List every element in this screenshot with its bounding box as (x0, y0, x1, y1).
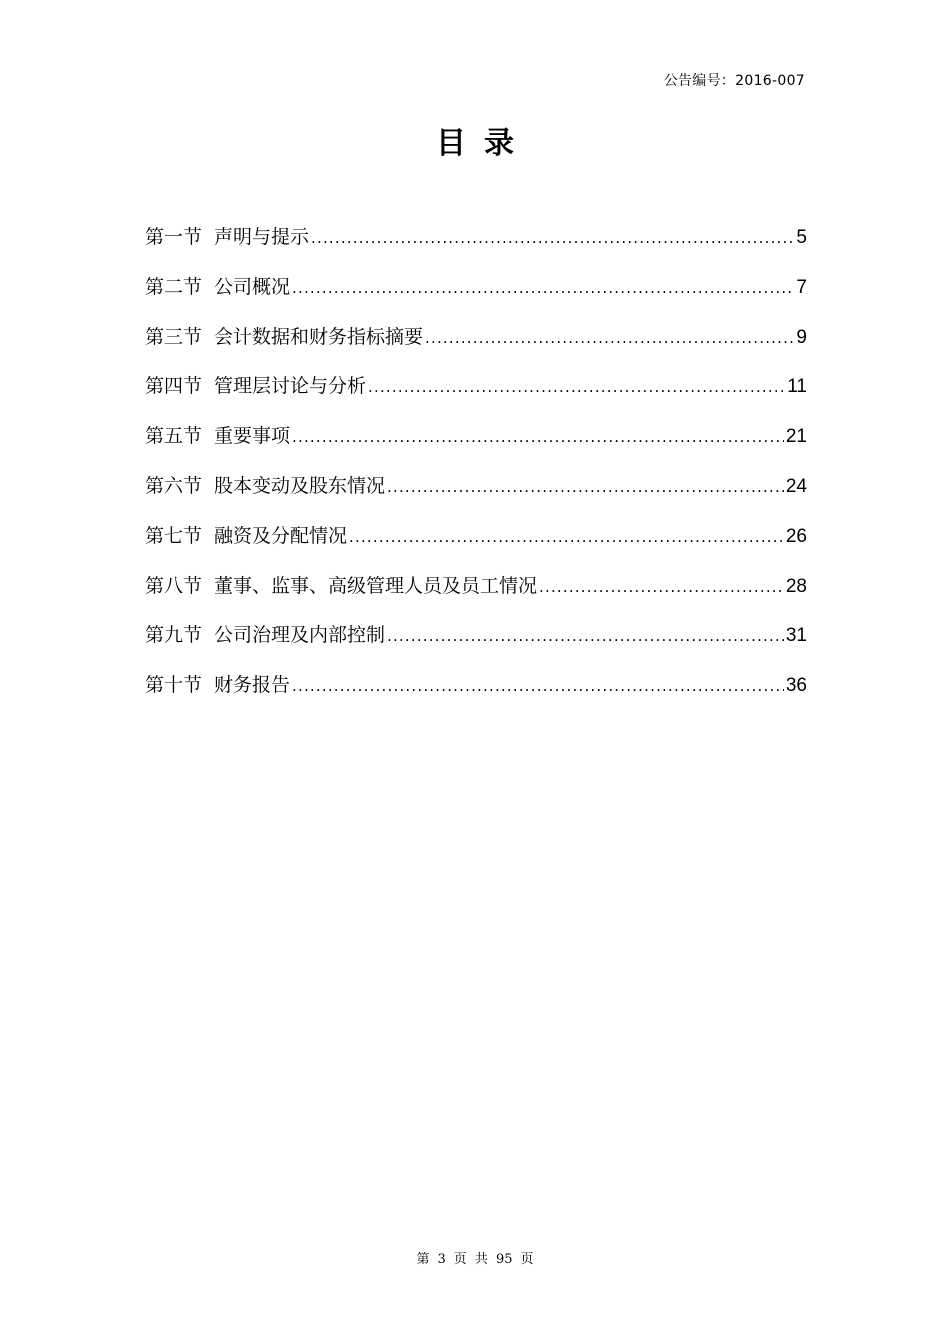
toc-section-number: 第十节 (145, 674, 203, 697)
toc-entry[interactable] (145, 521, 807, 571)
page-title: 目录 (436, 126, 532, 161)
toc-page-number: 7 (796, 276, 807, 298)
toc-page-number: 21 (785, 426, 807, 448)
toc-page-number: 36 (785, 675, 807, 697)
toc-entry[interactable] (145, 371, 807, 421)
toc-page-number: 11 (787, 376, 807, 398)
toc-leader-dots (425, 329, 794, 347)
toc-section-number: 第七节 (145, 524, 203, 547)
toc-section-number: 第六节 (145, 474, 203, 497)
toc-leader-dots (539, 578, 784, 596)
announcement-number: 公告编号：2016-007 (663, 73, 805, 89)
toc-page-number: 31 (785, 625, 807, 647)
toc-leader-dots (311, 229, 794, 247)
toc-leader-dots (292, 428, 784, 446)
toc-entry[interactable] (145, 272, 807, 322)
toc-section-number: 第九节 (145, 624, 203, 647)
toc-page-number: 24 (785, 475, 807, 497)
toc-section-title: 管理层讨论与分析 (214, 375, 367, 398)
toc-section-title: 股本变动及股东情况 (214, 474, 386, 497)
toc-section-title: 重要事项 (214, 425, 291, 448)
toc-section-number: 第五节 (145, 425, 203, 448)
toc-entry[interactable] (145, 620, 807, 670)
toc-entry[interactable] (145, 421, 807, 471)
toc-leader-dots (387, 478, 784, 496)
toc-entry[interactable] (145, 322, 807, 372)
toc-section-number: 第一节 (145, 226, 203, 248)
footer-current-page: 3 (437, 1252, 446, 1267)
toc-leader-dots (292, 279, 794, 297)
toc-section-title: 财务报告 (214, 674, 291, 697)
toc-section-title: 董事、监事、高级管理人员及员工情况 (214, 574, 538, 597)
toc-section-title: 公司概况 (214, 275, 291, 298)
footer-middle-text: 页 共 (453, 1252, 488, 1267)
toc-entry[interactable] (145, 670, 807, 720)
toc-section-title: 声明与提示 (214, 226, 310, 248)
toc-section-title: 融资及分配情况 (214, 524, 348, 547)
page-footer (0, 1248, 950, 1267)
toc-page-number: 26 (785, 525, 807, 547)
toc-entry[interactable] (145, 571, 807, 621)
toc-section-title: 会计数据和财务指标摘要 (214, 325, 424, 348)
table-of-contents (145, 222, 807, 720)
toc-entry[interactable] (145, 471, 807, 521)
toc-page-number: 9 (796, 326, 807, 348)
toc-leader-dots (349, 528, 784, 546)
footer-prefix: 第 (416, 1252, 430, 1267)
footer-total-pages: 95 (495, 1252, 513, 1267)
toc-leader-dots (387, 627, 784, 645)
toc-section-number: 第四节 (145, 375, 203, 398)
toc-section-number: 第三节 (145, 325, 203, 348)
toc-section-number: 第二节 (145, 275, 203, 298)
toc-page-number: 28 (785, 575, 807, 597)
footer-suffix: 页 (520, 1252, 534, 1267)
toc-leader-dots (368, 378, 785, 396)
toc-page-number: 5 (796, 227, 807, 248)
toc-section-number: 第八节 (145, 574, 203, 597)
toc-entry[interactable] (145, 222, 807, 272)
toc-leader-dots (292, 677, 784, 695)
toc-section-title: 公司治理及内部控制 (214, 624, 386, 647)
